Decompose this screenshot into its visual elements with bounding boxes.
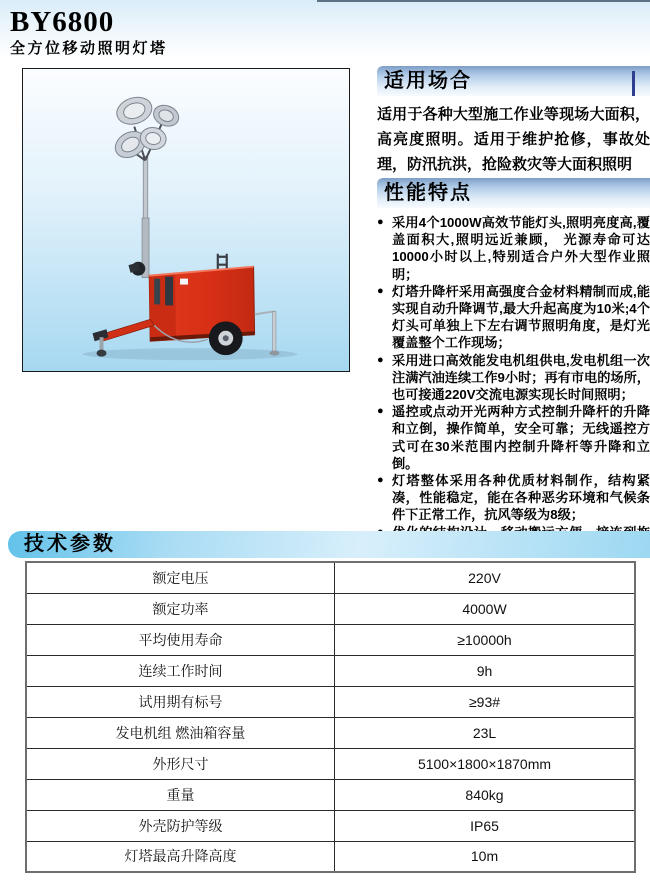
top-edge-line [317,0,650,2]
spec-value: 4000W [335,593,636,624]
feature-text: 遥控或点动开光两种方式控制升降杆的升降和立倒，操作简单，安全可靠；无线遥控方式可在30米范围内控制升降杆等升降和立倒。 [392,404,650,471]
section-title-specs [8,531,650,558]
bullet-icon: ● [377,284,384,297]
table-row [26,686,635,717]
spec-value: ≥93# [335,686,636,717]
spec-value: 10m [335,841,636,872]
spec-value: 840kg [335,779,636,810]
spec-value: ≥10000h [335,624,636,655]
usage-text: 适用于各种大型施工作业等现场大面积，高亮度照明。适用于维护抢修，事故处理，防汛抗洪，抢险救灾等大面积照明 [377,106,650,173]
bullet-icon: ● [377,474,384,487]
features-title-text: 性能特点 [384,182,472,204]
feature-text: 灯塔升降杆采用高强度合金材料精制而成,能实现自动升降调节,最大升起高度为10米;4个灯头可单独上下左右调节照明角度，是灯光覆盖整个工作现场； [392,283,650,351]
table-row [26,841,635,872]
spec-label: 发电机组 燃油箱容量 [26,717,335,748]
spec-label: 连续工作时间 [26,655,335,686]
feature-item [377,472,650,524]
section-title-features [377,178,650,208]
page-header [10,6,168,58]
accent-line [632,71,635,96]
light-tower-illustration [23,69,349,371]
feature-item [377,283,650,352]
product-photo [22,68,350,372]
spec-value: 9h [335,655,636,686]
model-number: BY6800 [10,6,115,38]
product-name: 全方位移动照明灯塔 [10,40,168,57]
specs-table [25,561,636,873]
feature-item [377,403,650,472]
wheel [209,321,243,355]
feature-item [377,214,650,283]
spec-label: 外壳防护等级 [26,810,335,841]
spec-label: 重量 [26,779,335,810]
spec-label: 额定电压 [26,562,335,593]
telescopic-mast [142,156,149,277]
spec-label: 试用期有标号 [26,686,335,717]
table-row [26,717,635,748]
table-row [26,748,635,779]
feature-text: 灯塔整体采用各种优质材料制作，结构紧凑，性能稳定，能在各种恶劣环境和气候条件下正常工作，抗风等级为8级； [392,473,650,523]
table-row [26,655,635,686]
spec-value: 220V [335,562,636,593]
table-row [26,810,635,841]
bullet-icon: ● [377,405,384,418]
right-column [377,66,650,558]
bullet-icon: ● [377,353,384,366]
section-title-usage [377,66,650,96]
features-list [377,214,650,558]
spec-label: 外形尺寸 [26,748,335,779]
spec-label: 额定功率 [26,593,335,624]
spec-value: 5100×1800×1870mm [335,748,636,779]
usage-title-text: 适用场合 [384,70,472,92]
spec-label: 平均使用寿命 [26,624,335,655]
table-row [26,562,635,593]
ground-shadow [83,348,298,360]
feature-item [377,352,650,404]
specs-title-text: 技术参数 [24,533,116,555]
feature-text: 采用4个1000W高效节能灯头,照明亮度高,覆盖面积大,照明远近兼顾， 光源寿命可达10000小时以上,特别适合户外大型作业照明； [392,215,650,282]
feature-text: 采用进口高效能发电机组供电,发电机组一次注满汽油连续工作9小时；再有市电的场所，也可接通220V交流电源实现长时间照明； [392,352,650,403]
specs-table-body [26,562,635,872]
table-row [26,593,635,624]
spec-value: IP65 [335,810,636,841]
bullet-icon: ● [377,216,384,228]
table-row [26,624,635,655]
spec-label: 灯塔最高升降高度 [26,841,335,872]
table-row [26,779,635,810]
spec-value: 23L [335,717,636,748]
